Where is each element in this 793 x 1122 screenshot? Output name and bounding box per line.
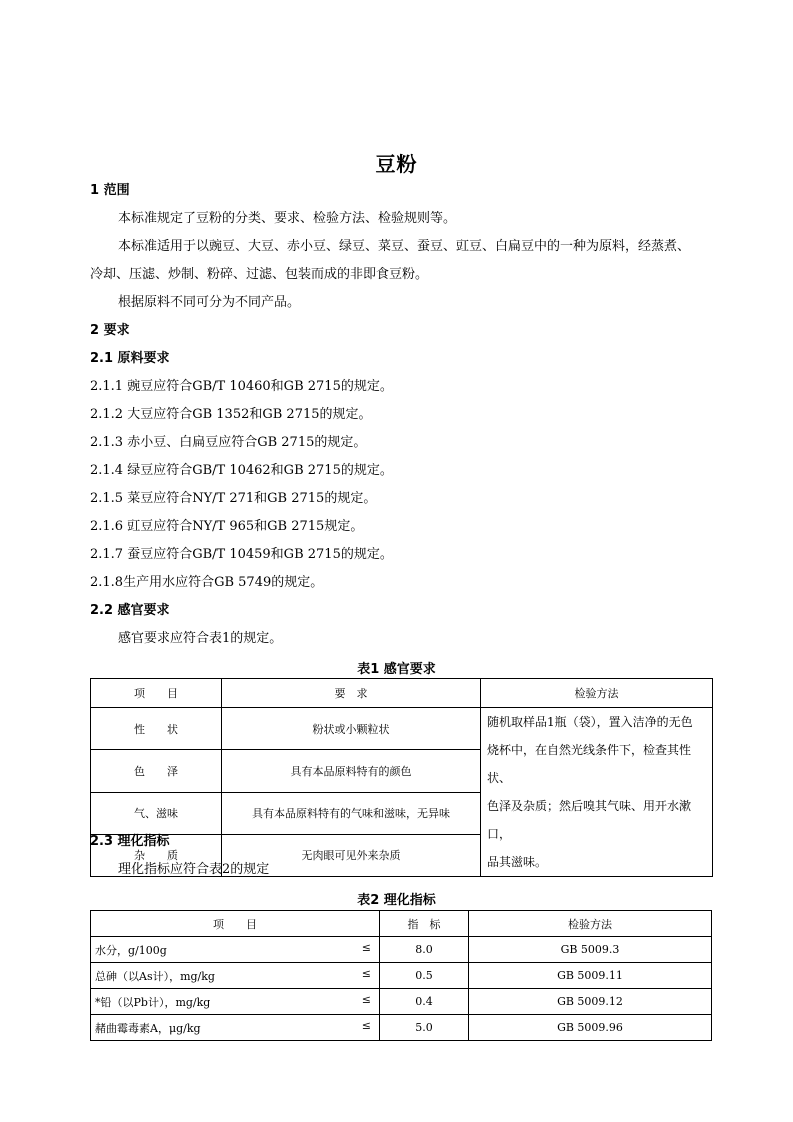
table-header: 检验方法 xyxy=(481,679,713,708)
section-1-heading: 1 范围 xyxy=(90,183,130,198)
le-symbol: ≤ xyxy=(361,1019,371,1032)
method-cell: GB 5009.12 xyxy=(469,989,712,1015)
clause: 2.1.3 赤小豆、白扁豆应符合GB 2715的规定。 xyxy=(90,435,367,450)
le-symbol: ≤ xyxy=(361,941,371,954)
method-cell: GB 5009.11 xyxy=(469,963,712,989)
table-cell: 无肉眼可见外来杂质 xyxy=(222,834,481,876)
clause: 2.1.4 绿豆应符合GB/T 10462和GB 2715的规定。 xyxy=(90,463,393,478)
clause: 2.1.5 菜豆应符合NY/T 271和GB 2715的规定。 xyxy=(90,491,377,506)
item-label: *铅（以Pb计），mg/kg xyxy=(95,995,211,1009)
table-cell: 色 泽 xyxy=(91,750,222,792)
table-cell: 气、滋味 xyxy=(91,792,222,834)
paragraph: 冷却、压滤、炒制、粉碎、过滤、包装而成的非即食豆粉。 xyxy=(90,267,429,282)
page-title: 豆粉 xyxy=(375,152,418,176)
table-row xyxy=(91,937,712,963)
item-label: 水分，g/100g xyxy=(95,943,167,957)
table-cell: 性 状 xyxy=(91,708,222,750)
table2-caption: 表2 理化指标 xyxy=(357,893,436,908)
item-cell xyxy=(91,1015,380,1041)
paragraph: 理化指标应符合表2的规定 xyxy=(118,862,270,877)
paragraph: 本标准规定了豆粉的分类、要求、检验方法、检验规则等。 xyxy=(118,211,457,226)
section-2-2-heading: 2.2 感官要求 xyxy=(90,603,170,618)
method-line: 色泽及杂质；然后嗅其气味、用开水漱口， xyxy=(487,799,692,841)
sensory-table xyxy=(90,678,713,877)
paragraph: 感官要求应符合表1的规定。 xyxy=(118,631,283,646)
clause: 2.1.6 豇豆应符合NY/T 965和GB 2715规定。 xyxy=(90,519,364,534)
le-symbol: ≤ xyxy=(361,993,371,1006)
item-cell xyxy=(91,963,380,989)
table-header: 项 目 xyxy=(91,679,222,708)
table-header: 项 目 xyxy=(91,911,380,937)
table-row xyxy=(91,708,713,750)
table-row xyxy=(91,963,712,989)
table-row xyxy=(91,989,712,1015)
clause: 2.1.2 大豆应符合GB 1352和GB 2715的规定。 xyxy=(90,407,372,422)
paragraph: 根据原料不同可分为不同产品。 xyxy=(118,295,301,310)
clause: 2.1.1 豌豆应符合GB/T 10460和GB 2715的规定。 xyxy=(90,379,393,394)
clause: 2.1.8生产用水应符合GB 5749的规定。 xyxy=(90,575,324,590)
method-cell xyxy=(481,708,713,877)
table-header: 指 标 xyxy=(380,911,469,937)
table-cell: 杂 质 xyxy=(91,834,222,876)
method-cell: GB 5009.96 xyxy=(469,1015,712,1041)
item-label: 总砷（以As计），mg/kg xyxy=(95,969,215,983)
table-header-row xyxy=(91,679,713,708)
clause: 2.1.7 蚕豆应符合GB/T 10459和GB 2715的规定。 xyxy=(90,547,393,562)
value-cell: 8.0 xyxy=(380,937,469,963)
value-cell: 5.0 xyxy=(380,1015,469,1041)
le-symbol: ≤ xyxy=(361,967,371,980)
table-row xyxy=(91,1015,712,1041)
value-cell: 0.4 xyxy=(380,989,469,1015)
method-line: 品其滋味。 xyxy=(487,855,548,869)
method-cell: GB 5009.3 xyxy=(469,937,712,963)
method-line: 烧杯中，在自然光线条件下，检查其性状、 xyxy=(487,743,692,785)
item-cell xyxy=(91,989,380,1015)
table-cell: 具有本品原料特有的颜色 xyxy=(222,750,481,792)
table-cell: 具有本品原料特有的气味和滋味，无异味 xyxy=(222,792,481,834)
item-label: 赭曲霉毒素A，μg/kg xyxy=(95,1021,201,1035)
physicochemical-table xyxy=(90,910,712,1041)
section-2-heading: 2 要求 xyxy=(90,323,130,338)
item-cell xyxy=(91,937,380,963)
table-header: 检验方法 xyxy=(469,911,712,937)
table-header-row xyxy=(91,911,712,937)
section-2-3-heading: 2.3 理化指标 xyxy=(90,834,170,849)
method-line: 随机取样品1瓶（袋），置入洁净的无色 xyxy=(487,715,693,729)
paragraph: 本标准适用于以豌豆、大豆、赤小豆、绿豆、菜豆、蚕豆、豇豆、白扁豆中的一种为原料，经蒸煮、 xyxy=(118,239,691,254)
table-cell: 粉状或小颗粒状 xyxy=(222,708,481,750)
section-2-1-heading: 2.1 原料要求 xyxy=(90,351,170,366)
table1-caption: 表1 感官要求 xyxy=(357,662,436,677)
value-cell: 0.5 xyxy=(380,963,469,989)
table-header: 要 求 xyxy=(222,679,481,708)
